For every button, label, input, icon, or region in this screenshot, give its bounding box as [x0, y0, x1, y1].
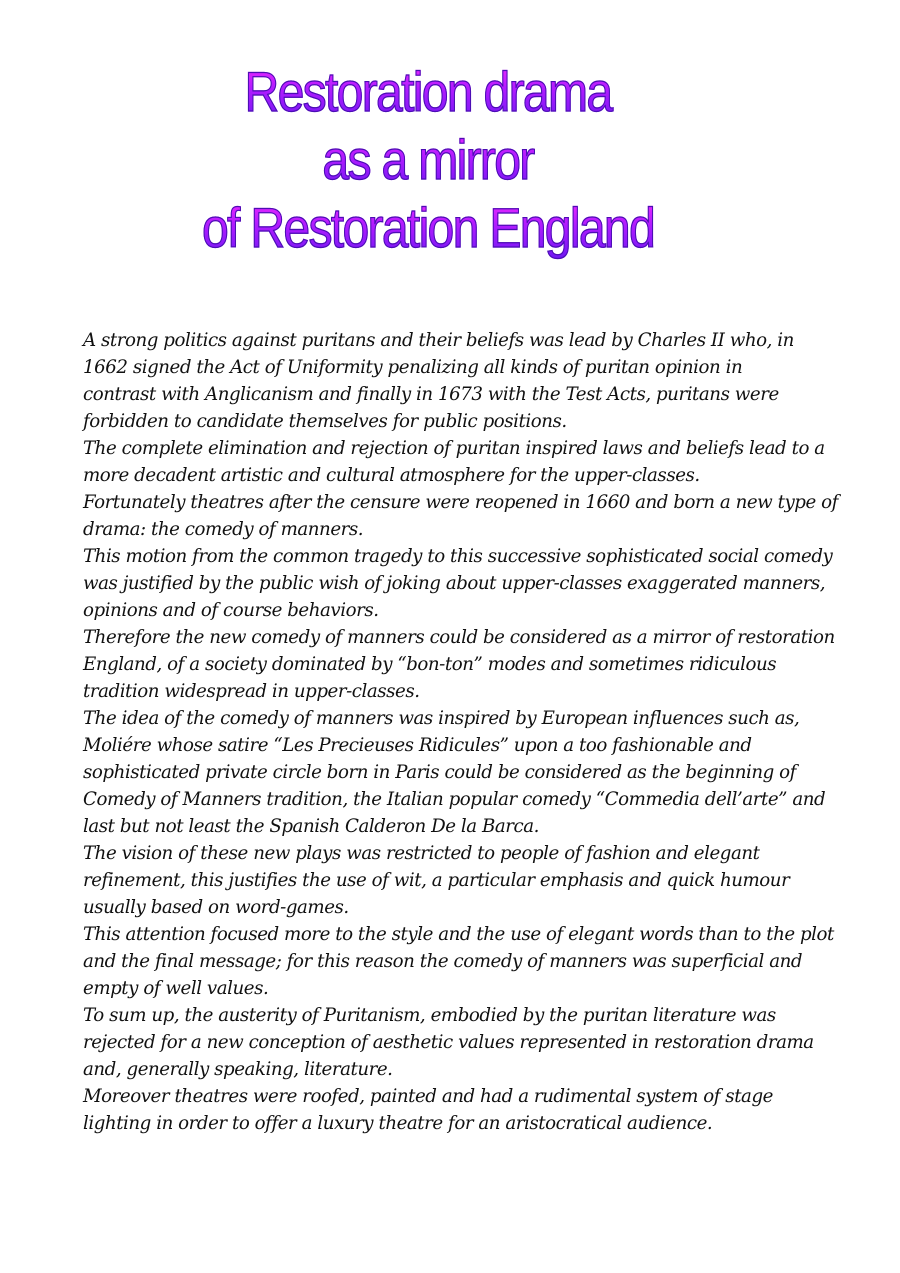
paragraph [83, 921, 834, 1002]
paragraph-line: England, of a society dominated by “bon-ton” modes and sometimes ridiculous [83, 654, 777, 675]
paragraph-line: Fortunately theatres after the censure were reopened in 1660 and born a new type of [83, 492, 838, 513]
paragraph [83, 705, 826, 840]
paragraph [83, 489, 838, 543]
title-line-1: Restoration drama [60, 58, 796, 126]
paragraph-line: 1662 signed the Act of Uniformity penalizing all kinds of puritan opinion in [83, 357, 743, 378]
paragraph-line: A strong politics against puritans and their beliefs was lead by Charles II who, in [83, 330, 794, 351]
paragraph-line: Comedy of Manners tradition, the Italian popular comedy “Commedia dell’arte” and [83, 789, 826, 810]
paragraph-line: lighting in order to offer a luxury theatre for an aristocratical audience. [83, 1113, 713, 1134]
paragraph [83, 1083, 823, 1137]
paragraph-line: forbidden to candidate themselves for public positions. [83, 411, 567, 432]
document-body [83, 327, 838, 1137]
document-title [0, 58, 856, 262]
paragraph-line: usually based on word-games. [83, 897, 349, 918]
paragraph [83, 1002, 823, 1083]
paragraph-line: was justified by the public wish of joking about upper-classes exaggerated manners, [83, 573, 826, 594]
paragraph-line: and the final message; for this reason the comedy of manners was superficial and [83, 951, 803, 972]
paragraph-line: empty of well values. [83, 978, 269, 999]
paragraph-line: opinions and of course behaviors. [83, 600, 379, 621]
paragraph-line: last but not least the Spanish Calderon De la Barca. [83, 816, 540, 837]
paragraph [83, 435, 823, 489]
paragraph-line: sophisticated private circle born in Paris could be considered as the beginning of [83, 762, 796, 783]
paragraph-line: and, generally speaking, literature. [83, 1059, 393, 1080]
paragraph-line: This attention focused more to the style and the use of elegant words than to the plot [83, 924, 834, 945]
paragraph-line: The complete elimination and rejection of puritan inspired laws and beliefs lead to a [83, 438, 825, 459]
paragraph-line: The vision of these new plays was restricted to people of fashion and elegant [83, 843, 760, 864]
paragraph [83, 543, 833, 624]
paragraph-line: refinement, this justifies the use of wit, a particular emphasis and quick humour [83, 870, 790, 891]
paragraph-line: Therefore the new comedy of manners could be considered as a mirror of restoration [83, 627, 835, 648]
paragraph-line: The idea of the comedy of manners was inspired by European influences such as, [83, 708, 800, 729]
paragraph-line: more decadent artistic and cultural atmosphere for the upper-classes. [83, 465, 700, 486]
title-line-2: as a mirror [60, 126, 796, 194]
paragraph-line: tradition widespread in upper-classes. [83, 681, 420, 702]
paragraph-line: Moliére whose satire “Les Precieuses Ridicules” upon a too fashionable and [83, 735, 752, 756]
paragraph-line: Moreover theatres were roofed, painted and had a rudimental system of stage [83, 1086, 773, 1107]
paragraph-line: This motion from the common tragedy to this successive sophisticated social comedy [83, 546, 833, 567]
paragraph-line: contrast with Anglicanism and finally in 1673 with the Test Acts, puritans were [83, 384, 779, 405]
paragraph [83, 840, 823, 921]
paragraph-line: rejected for a new conception of aesthetic values represented in restoration drama [83, 1032, 814, 1053]
paragraph-line: To sum up, the austerity of Puritanism, embodied by the puritan literature was [83, 1005, 776, 1026]
paragraph-line: drama: the comedy of manners. [83, 519, 364, 540]
title-line-3: of Restoration England [60, 194, 796, 262]
paragraph [83, 327, 823, 435]
paragraph [83, 624, 835, 705]
